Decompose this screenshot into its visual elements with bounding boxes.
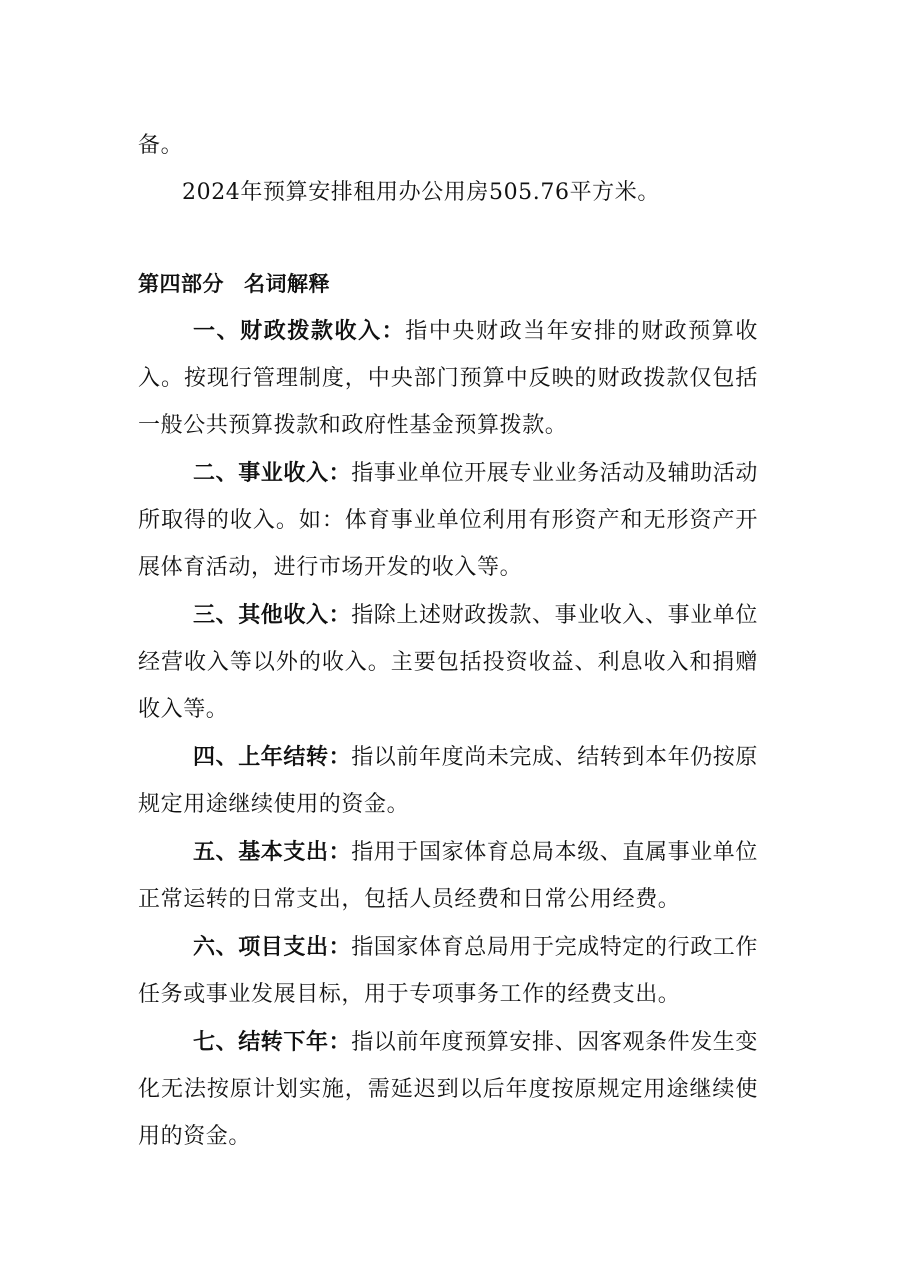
term-name: 四、上年结转： — [193, 744, 352, 770]
term-description: 指国家体育总局用于完成特定的行政工作任务或事业发展目标，用于专项事务工作的经费支出。 — [138, 935, 759, 1007]
term-name: 七、结转下年： — [193, 1029, 352, 1055]
term-paragraph — [138, 734, 758, 828]
document-page — [138, 122, 758, 1161]
term-paragraph — [138, 450, 758, 591]
term-name: 六、项目支出： — [193, 934, 352, 960]
term-paragraph — [138, 308, 758, 449]
continued-text-fragment: 备。 — [138, 133, 184, 158]
office-rent-paragraph: 2024年预算安排租用办公用房505.76平方米。 — [182, 180, 660, 205]
section-title: 名词解释 — [244, 272, 330, 296]
term-description: 指以前年度尚未完成、结转到本年仍按原规定用途继续使用的资金。 — [138, 745, 759, 817]
term-description: 指事业单位开展专业业务活动及辅助活动所取得的收入。如：体育事业单位利用有形资产和无形资产开展体育活动，进行市场开发的收入等。 — [138, 461, 759, 580]
term-description: 指除上述财政拨款、事业收入、事业单位经营收入等以外的收入。主要包括投资收益、利息收入和捐赠收入等。 — [138, 603, 759, 722]
term-paragraph — [138, 592, 758, 733]
term-name: 三、其他收入： — [193, 602, 352, 628]
term-paragraph — [138, 924, 758, 1018]
term-description: 指中央财政当年安排的财政预算收入。按现行管理制度，中央部门预算中反映的财政拨款仅包括一般公共预算拨款和政府性基金预算拨款。 — [138, 319, 758, 438]
term-description: 指用于国家体育总局本级、直属事业单位正常运转的日常支出，包括人员经费和日常公用经费。 — [138, 840, 759, 912]
term-paragraph — [138, 1019, 758, 1160]
term-name: 五、基本支出： — [193, 839, 352, 865]
term-name: 二、事业收入： — [193, 460, 352, 486]
term-paragraph — [138, 829, 758, 923]
section-part-label: 第四部分 — [138, 272, 224, 296]
spacer — [138, 216, 758, 261]
section-heading — [138, 261, 758, 308]
term-name: 一、财政拨款收入： — [193, 318, 406, 344]
term-description: 指以前年度预算安排、因客观条件发生变化无法按原计划实施，需延迟到以后年度按原规定用途继续使用的资金。 — [138, 1030, 759, 1149]
